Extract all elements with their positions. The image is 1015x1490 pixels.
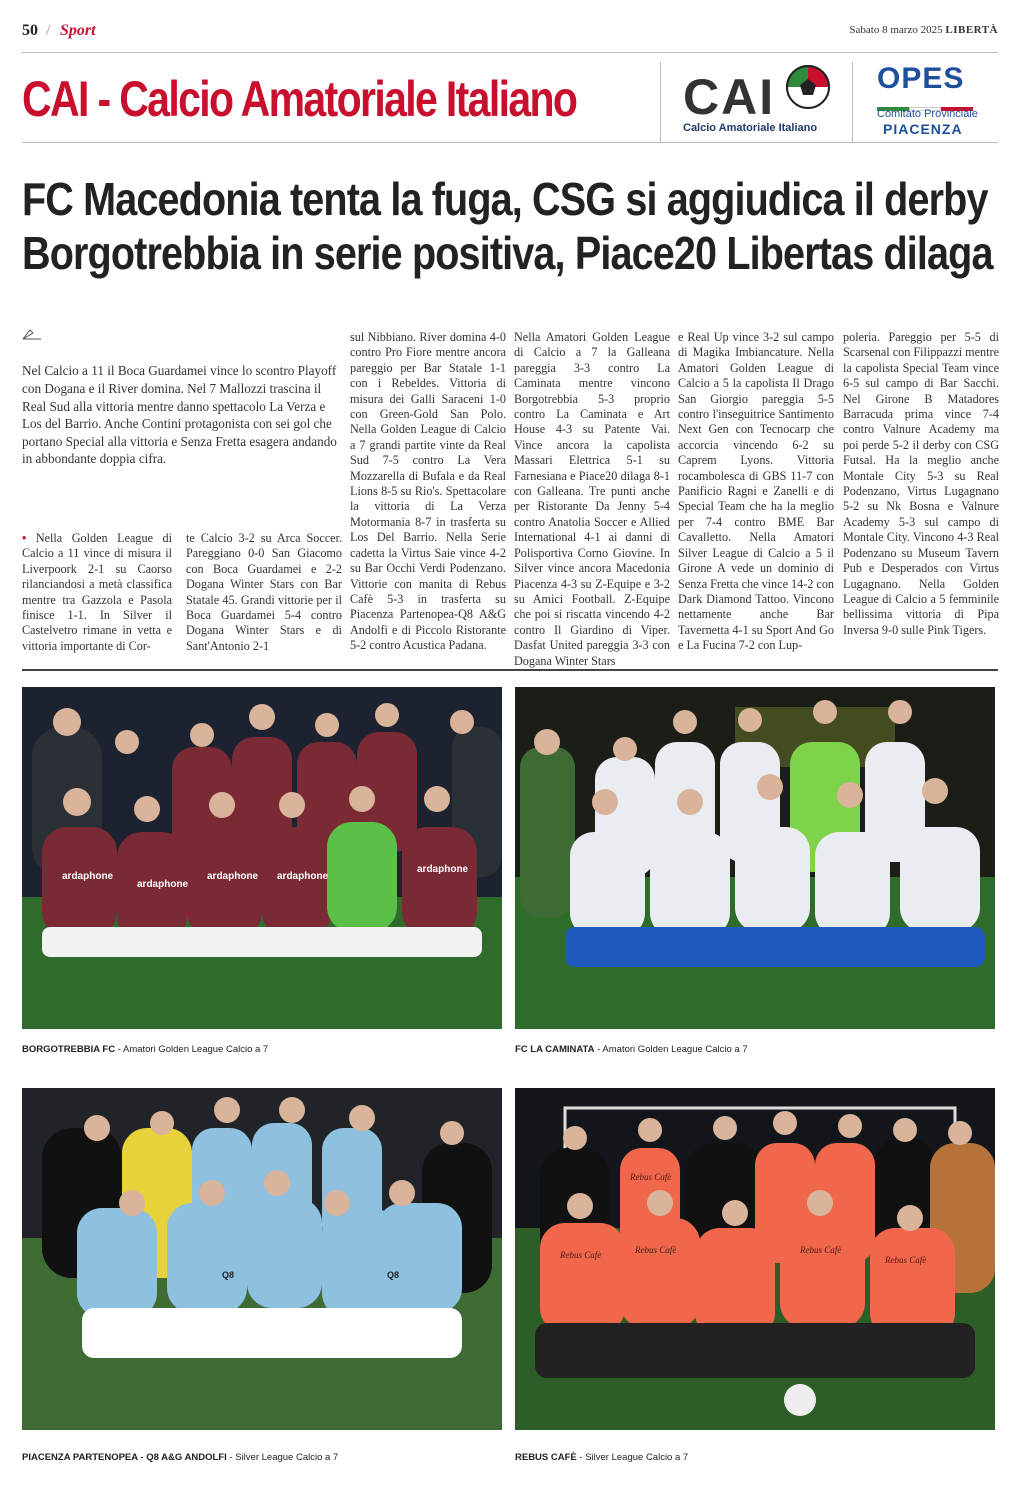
caption-league: - Silver League Calcio a 7 (226, 1452, 339, 1463)
photo-caption-4 (515, 1452, 688, 1463)
team-photo-image (515, 1088, 995, 1430)
newspaper-name: LIBERTÀ (945, 24, 998, 36)
tricolor-stripe (877, 98, 975, 102)
photo-caption-1 (22, 1044, 268, 1055)
team-photo-borgotrebbia (22, 687, 502, 1029)
jersey-sponsor: ardaphone (62, 871, 114, 882)
team-photo-la-caminata (515, 687, 995, 1029)
header-separator: / (46, 22, 51, 39)
article-headline (22, 172, 993, 280)
caption-team: PIACENZA PARTENOPEA - Q8 A&G ANDOLFI (22, 1452, 227, 1463)
cai-logo-subtitle: Calcio Amatoriale Italiano (683, 122, 818, 134)
opes-logo-city: PIACENZA (883, 121, 963, 137)
caption-league: - Silver League Calcio a 7 (576, 1452, 689, 1463)
jersey-sponsor: ardaphone (137, 879, 189, 890)
team-photo-rebus-cafe (515, 1088, 995, 1430)
jersey-sponsor: Rebus Cafè (560, 1250, 602, 1260)
caption-team: FC LA CAMINATA (515, 1044, 595, 1055)
article-column-4: e Real Up vince 3-2 sul campo di Magika Imbiancature. Nella Amatori Golden League di Calcio a 5 la capolista Il Drago San Giorgio pareggia 5-5 contro l'inseguitrice Santimento Next Gen con Tecnocarp che accorcia vincendo 6-2 su Caprem Lyons. Vittoria rocambolesca di GBS 11-7 con Panificio Ragni e Zanelli e di Special Team che ha la meglio per 7-4 contro BME Bar Cavalletto. Nella Amatori Silver League di Calcio a 5 il Girone A vede un dominio di Senza Fretta che vince 14-2 con Dark Diamond Tattoo. Vincono nettamente anche Bar Tavernetta 4-1 su Sport And Go e La Fucina 7-2 con Lup- (678, 330, 835, 653)
photo-caption-2 (515, 1044, 748, 1055)
opes-logo (852, 62, 998, 142)
opes-logo-subtitle: Comitato Provinciale (877, 108, 978, 120)
bullet-icon: • (22, 531, 27, 545)
jersey-sponsor: Rebus Cafè (630, 1172, 672, 1182)
page-number: 50 (22, 22, 38, 39)
team-photo-image (22, 687, 502, 1029)
caption-team: REBUS CAFÈ (515, 1452, 577, 1463)
headline-line-1: FC Macedonia tenta la fuga, CSG si aggiudica il derby (22, 173, 988, 225)
article-text-1b: te Calcio 3-2 su Arca Soccer. Pareggiano 0-0 San Giacomo con Boca Guardamei e 2-2 Dogana Winter Stars con Bar Statale 45. Grandi vittorie per il Boca Guardamei 5-4 contro Dogana Winter Stars e di Sant'Antonio 2-1 (186, 531, 342, 653)
jersey-sponsor: ardaphone (417, 864, 469, 875)
cai-logo-letters: CAI (683, 69, 776, 125)
issue-date: Sabato 8 marzo 2025 (849, 24, 943, 36)
article-column-2: sul Nibbiano. River domina 4-0 contro Pro Fiore mentre ancora pareggio per Bar Statale 1-1 con i Rebeldes. Vittoria di misura dei Galli Saraceni 1-0 con Green-Gold San Polo. Nella Golden League di Calcio a 7 grandi partite vinte da Real Sud 7-5 contro La Vera Mozzarella di Bufala e da Real Lions 8-5 su Rio's. Spettacolare la vittoria di La Verza Motormania 8-7 in trasferta su Los Del Barrio. Nella Serie cadetta la Virtus Saie vince 4-2 su Bar Occhi Verdi Podenzano. Vittorie con manita di Rebus Cafè 5-3 in trasferta su Piacenza Partenopea-Q8 A&G Andolfi e di Piccolo Ristorante 5-2 contro Acustica Padana. (350, 330, 506, 653)
jersey-sponsor: ardaphone (277, 871, 329, 882)
banner-rule (22, 142, 998, 143)
dateline (849, 24, 998, 36)
photos-rule (22, 669, 998, 671)
jersey-sponsor: Rebus Cafè (885, 1255, 927, 1265)
soccer-ball-icon (785, 64, 831, 110)
team-photo-piacenza-partenopea (22, 1088, 502, 1430)
header-rule (22, 52, 998, 53)
team-photo-image (515, 687, 995, 1029)
jersey-sponsor: Rebus Cafè (635, 1245, 677, 1255)
page-header (22, 18, 998, 48)
section-name: Sport (60, 22, 96, 39)
headline-line-2: Borgotrebbia in serie positiva, Piace20 Libertas dilaga (22, 227, 993, 279)
jersey-sponsor: Rebus Cafè (800, 1245, 842, 1255)
jersey-sponsor: ardaphone (207, 871, 259, 882)
team-photo-image (22, 1088, 502, 1430)
caption-league: - Amatori Golden League Calcio a 7 (594, 1044, 748, 1055)
article-summary: Nel Calcio a 11 il Boca Guardamei vince lo scontro Playoff con Dogana e il River domina. Nel 7 Mallozzi trascina il Real Sud alla vittoria mentre danno spettacolo La Verza e Los del Barrio. Anche Contini protagonista con sei gol che portano Special alla vittoria e Senza Fretta esagera andando in abbondante doppia cifra. (22, 363, 337, 467)
article-column-1 (22, 326, 342, 653)
article-text-1a-body: Nella Golden League di Calcio a 11 vince di misura il Liverpoork 2-1 su Caorso rilanciandosi a metà classifica mentre tra Gazzola e Pasola finisce 1-1. In Silver il Castelvetro rimane in vetta e vittoria importante di Cor- (22, 531, 172, 653)
section-banner-title: CAI - Calcio Amatoriale Italiano (22, 71, 577, 127)
caption-league: - Amatori Golden League Calcio a 7 (115, 1044, 269, 1055)
jersey-sponsor: Q8 (222, 1270, 235, 1280)
caption-team: BORGOTREBBIA FC (22, 1044, 116, 1055)
pen-icon (22, 326, 42, 340)
article-column-5: poleria. Pareggio per 5-5 di Scarsenal con Filippazzi mentre la capolista Special Team vince 6-5 sul campo di Bar Sacchi. Nel Girone B Matadores Barracuda prima vince 7-4 contro Valnure Academy ma poi perde 5-2 il derby con CSG Futsal. Ha la meglio anche Montale City 5-3 su Real Podenzano, Virtus Lugagnano 5-2 su Nk Bosna e Valnure Academy 5-3 sul campo di Montale City. Vincono 4-3 Real Podenzano su Museum Tavern Pub e Desperados con Virtus Lugagnano. Nella Golden League di Calcio a 5 femminile bellissima vittoria di Pipa Inversa 9-0 sulle Pink Tigers. (843, 330, 1000, 637)
article-text-1a (22, 531, 172, 654)
article-column-3: Nella Amatori Golden League di Calcio a 7 la Galleana pareggia 3-3 contro La Caminata mentre vincono Borgotrebbia 5-3 proprio contro La Caminata e Art House 4-3 su Patente Vai. Vince ancora la capolista Massari Elettrica 5-1 su Farnesiana e Piace20 dilaga 8-1 con Galleana. Tre punti anche per Ristorante Da Jenny 5-4 contro Anatolia Soccer e Allied International 4-1 ai danni di Polisportiva Corno Giovine. In Silver vince ancora Macedonia Piacenza 4-3 su Z-Equipe e 3-2 su Amici Football. Z-Equipe che poi si riscatta vincendo 4-2 contro Il Giardino di Viper. Dasfat United pareggia 3-3 con Dogana Winter Stars (514, 330, 670, 668)
cai-logo (660, 62, 852, 142)
jersey-sponsor: Q8 (387, 1270, 400, 1280)
photo-caption-3 (22, 1452, 338, 1463)
opes-logo-word: OPES (877, 62, 965, 95)
